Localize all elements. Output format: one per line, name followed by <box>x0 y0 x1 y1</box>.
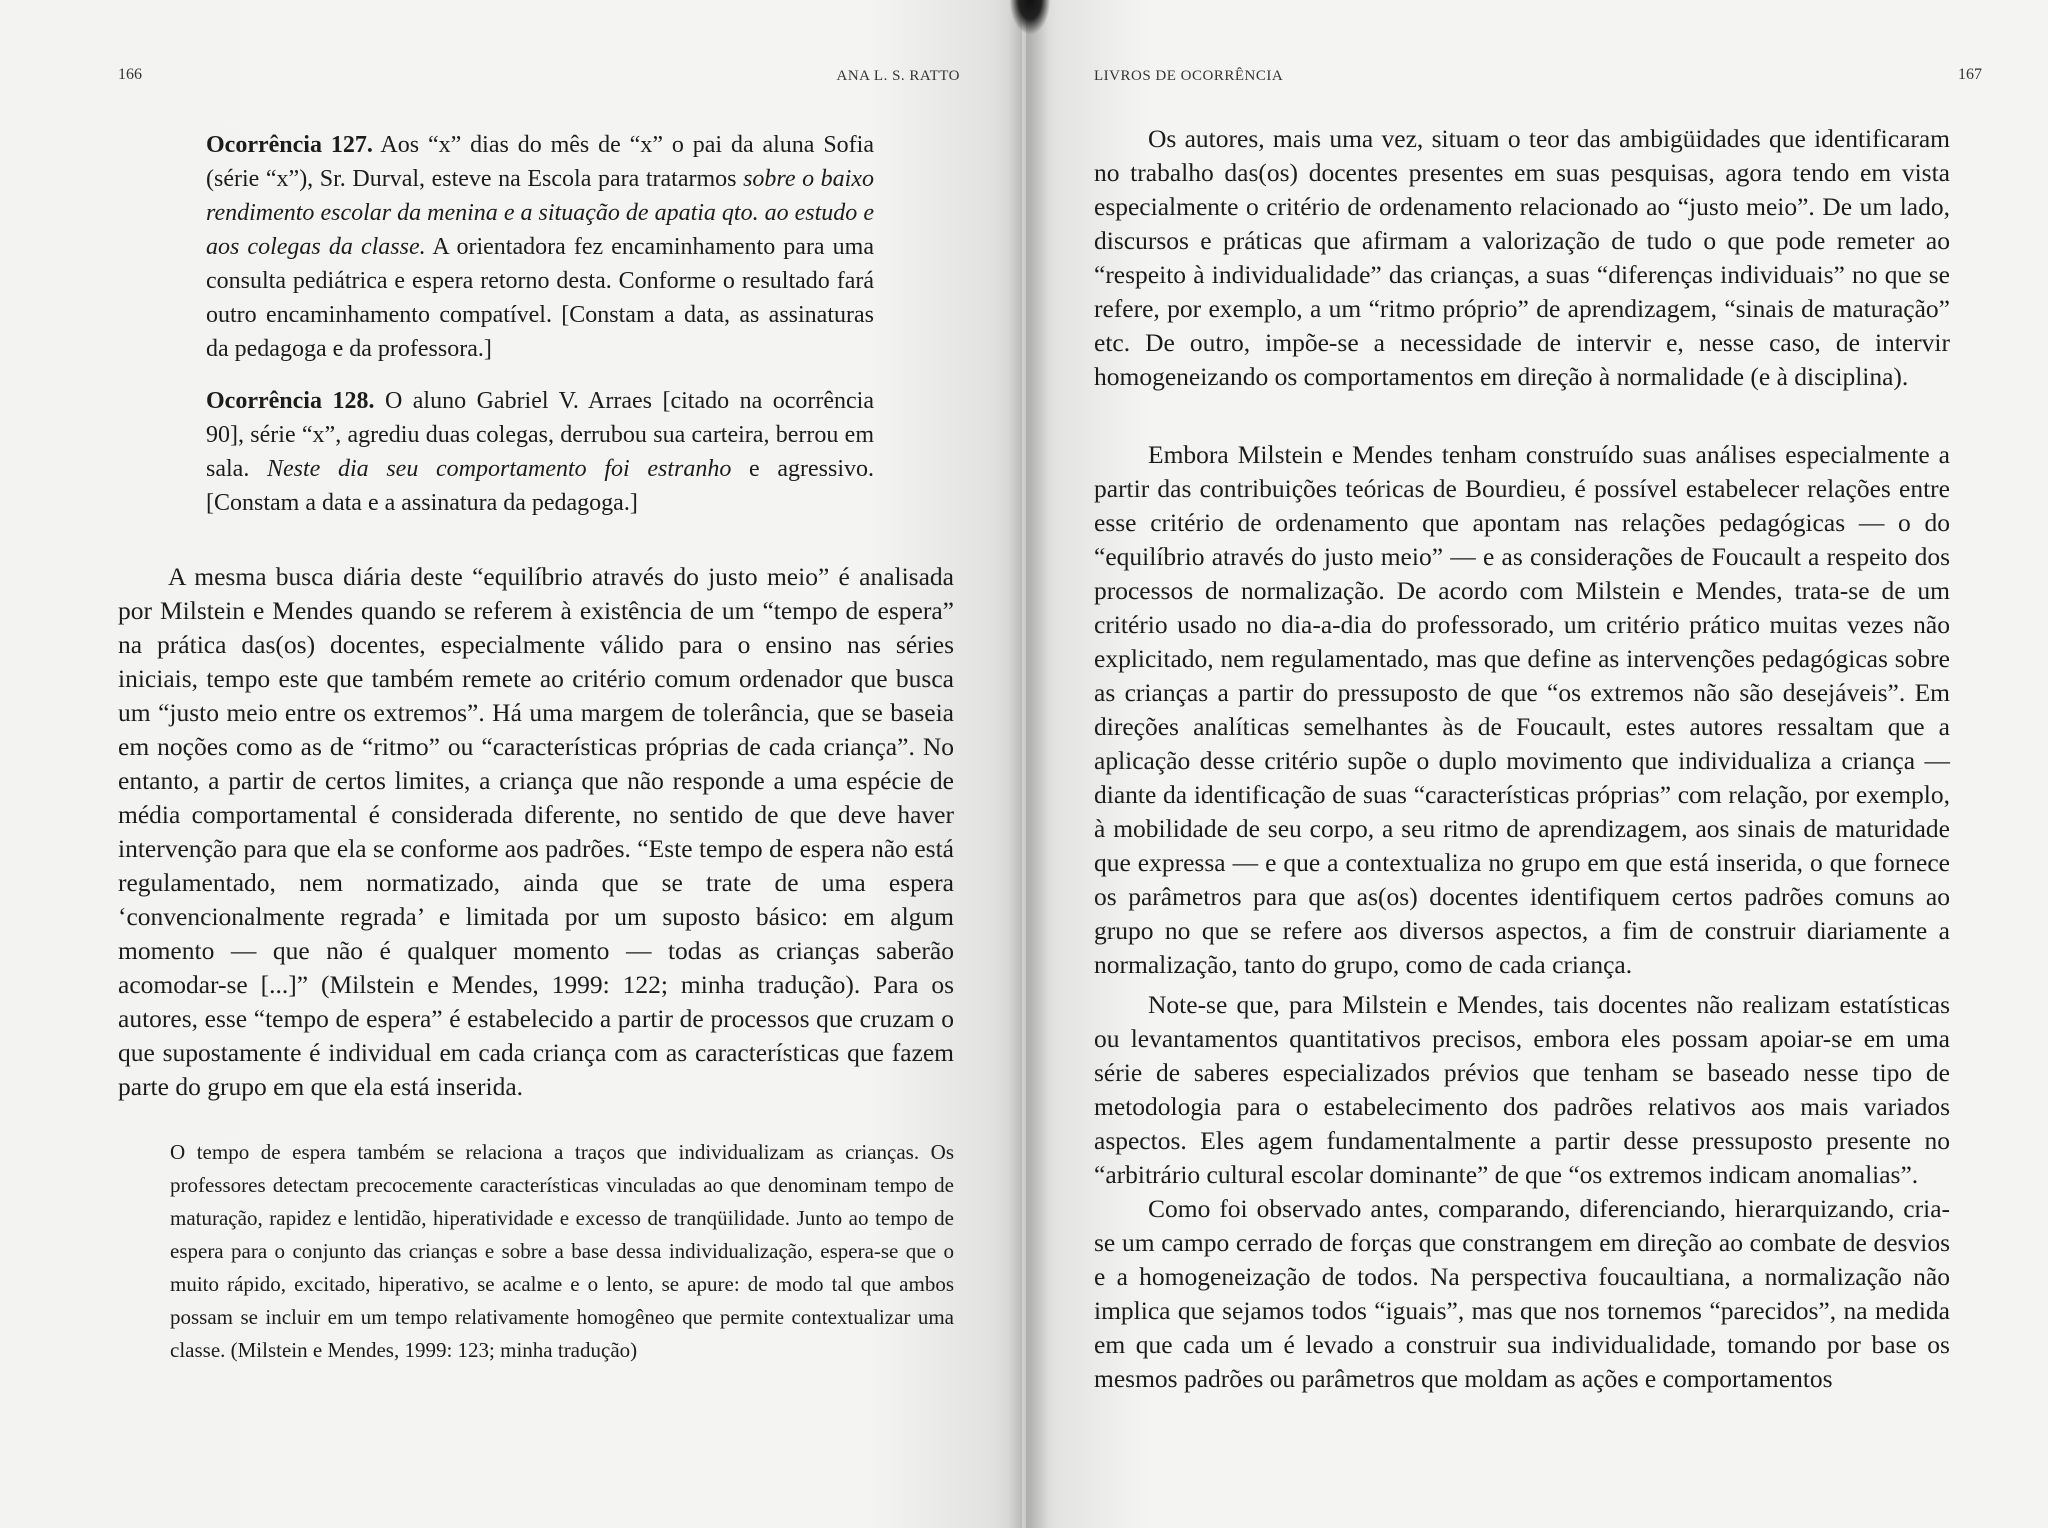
page-number: 166 <box>118 66 142 83</box>
book-gutter <box>1008 0 1048 1528</box>
occurrence-128 <box>206 384 874 520</box>
body-paragraph: Embora Milstein e Mendes tenham construído suas análises especialmente a partir das contribuições teóricas de Bourdieu, é possível estabelecer relações entre esse critério de ordenamento que apontam nas relações pedagógicas — o do “equilíbrio através do justo meio” — e as considerações de Foucault a respeito dos processos de normalização. De acordo com Milstein e Mendes, trata-se de um critério usado no dia-a-dia do professorado, um critério prático muitas vezes não explicitado, nem regulamentado, mas que define as intervenções pedagógicas sobre as crianças a partir do pressuposto de que “os extremos não são desejáveis”. Em direções analíticas semelhantes às de Foucault, estes autores ressaltam que a aplicação desse critério supõe o duplo movimento que individualiza a criança — diante da identificação de suas “características próprias” com relação, por exemplo, à mobilidade de seu corpo, a seu ritmo de aprendizagem, aos sinais de maturidade que expressa — e que a contextualiza no grupo em que está inserida, o que fornece os parâmetros para que as(os) docentes identifiquem certos padrões comuns ao grupo no que se refere aos diversos aspectos, a fim de construir diariamente a normalização, tanto do grupo, como de cada criança. <box>1094 440 1950 979</box>
running-head: LIVROS DE OCORRÊNCIA <box>1094 68 1284 84</box>
body-paragraph: Como foi observado antes, comparando, diferenciando, hierarquizando, cria-se um campo cerrado de forças que constrangem em direção ao combate de desvios e a homogeneização de todos. Na perspectiva foucaultiana, a normalização não implica que sejamos todos “iguais”, mas que nos tornemos “parecidos”, na medida em que cada um é levado a construir sua individualidade, tomando por base os mesmos padrões ou parâmetros que moldam as ações e comportamentos <box>1094 1194 1950 1393</box>
body-paragraph: Os autores, mais uma vez, situam o teor das ambigüidades que identificaram no trabalho das(os) docentes presentes em suas pesquisas, agora tendo em vista especialmente o critério de ordenamento relacionado ao “justo meio”. De um lado, discursos e práticas que afirmam a valorização de tudo o que pode remeter ao “respeito à individualidade” das crianças, a suas “diferenças individuais” no que se refere, por exemplo, a um “ritmo próprio” de aprendizagem, “sinais de maturação” etc. De outro, impõe-se a necessidade de intervir e, nesse caso, de intervir homogeneizando os comportamentos em direção à normalidade (e à disciplina). <box>1094 124 1950 391</box>
occurrence-italic: Neste dia seu comportamento foi estranho <box>267 456 732 482</box>
running-head: ANA L. S. RATTO <box>836 68 960 84</box>
occurrence-text: Aos “x” dias do mês de “x” o pai da aluna Sofia (série “x”), Sr. Durval, esteve na Escola para tratarmos <box>206 132 874 192</box>
block-quote: O tempo de espera também se relaciona a traços que individualizam as crianças. Os professores detectam precocemente características vinculadas ao que denominam tempo de maturação, rapidez e lentidão, hiperatividade e excesso de tranqüilidade. Junto ao tempo de espera para o conjunto das crianças e sobre a base dessa individualização, espera-se que o muito rápido, excitado, hiperativo, se acalme e o lento, se apure: de modo tal que ambos possam se incluir em um tempo relativamente homogêneo que permite contextualizar uma classe. (Milstein e Mendes, 1999: 123; minha tradução) <box>170 1140 954 1362</box>
occurrence-text: A orientadora fez encaminhamento para uma consulta pediátrica e espera retorno desta. Conforme o resultado fará outro encaminhamento compatível. [Constam a data, as assinaturas da pedagoga e da professora.] <box>206 234 875 362</box>
body-paragraph: Note-se que, para Milstein e Mendes, tais docentes não realizam estatísticas ou levantamentos quantitativos precisos, embora eles possam apoiar-se em uma série de saberes especializados prévios que tenham se baseado nesse tipo de metodologia para o estabelecimento dos padrões relativos aos mais variados aspectos. Eles agem fundamentalmente a partir desse pressuposto presente no “arbitrário cultural escolar dominante” de que “os extremos indicam anomalias”. <box>1094 990 1950 1189</box>
occurrence-127 <box>206 128 874 366</box>
occurrence-label: Ocorrência 128. <box>206 388 375 414</box>
occurrence-italic: sobre o baixo rendimento escolar da menina e a situação de apatia qto. ao estudo e aos colegas da classe. <box>206 166 874 260</box>
body-paragraph: A mesma busca diária deste “equilíbrio através do justo meio” é analisada por Milstein e Mendes quando se referem à existência de um “tempo de espera” na prática das(os) docentes, especialmente válido para o ensino nas séries iniciais, tempo este que também remete ao critério comum ordenador que busca um “justo meio entre os extremos”. Há uma margem de tolerância, que se baseia em noções como as de “ritmo” ou “características próprias de cada criança”. No entanto, a partir de certos limites, a criança que não responde a uma espécie de média comportamental é considerada diferente, no sentido de que deve haver intervenção para que ela se conforme aos padrões. “Este tempo de espera não está regulamentado, nem normatizado, ainda que se trate de uma espera ‘convencionalmente regrada’ e limitada por um suposto básico: em algum momento — que não é qualquer momento — todas as crianças saberão acomodar-se [...]” (Milstein e Mendes, 1999: 122; minha tradução). Para os autores, esse “tempo de espera” é estabelecido a partir de processos que cruzam o que supostamente é individual em cada criança com as características que fazem parte do grupo em que ela está inserida. <box>118 562 954 1101</box>
left-page <box>0 0 1022 1528</box>
occurrence-text: e agressivo. [Constam a data e a assinatura da pedagoga.] <box>206 456 875 516</box>
page-number: 167 <box>1958 66 1982 83</box>
right-page <box>1026 0 2048 1528</box>
occurrence-text: O aluno Gabriel V. Arraes [citado na ocorrência 90], série “x”, agrediu duas colegas, derrubou sua carteira, berrou em sala. <box>206 388 875 482</box>
occurrence-label: Ocorrência 127. <box>206 132 373 158</box>
spine-shadow <box>1010 0 1050 34</box>
